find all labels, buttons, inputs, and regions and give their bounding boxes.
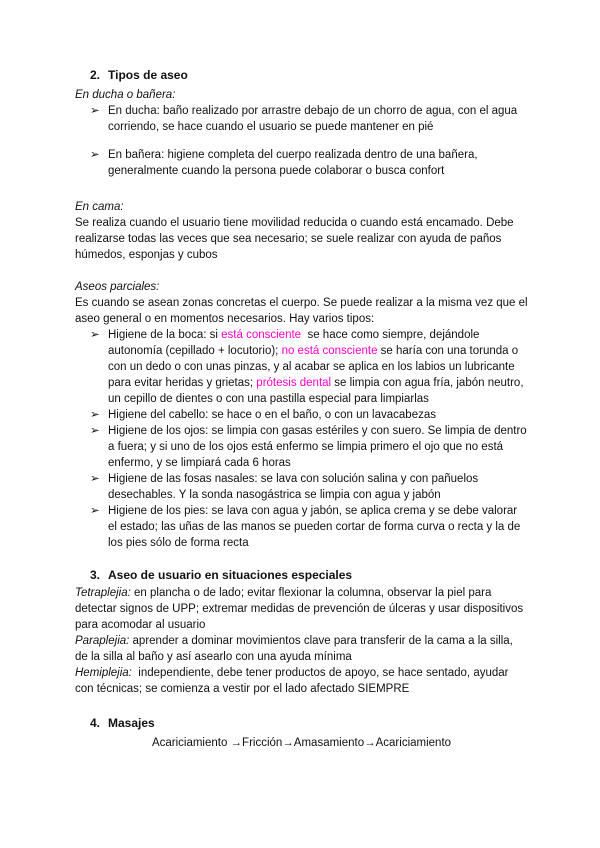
- subsection-label-aseos-parciales: [75, 279, 528, 295]
- arrow-bullet-icon: ➢: [90, 105, 100, 117]
- list-item-text: [108, 327, 528, 407]
- arrow-bullet-icon: ➢: [90, 149, 100, 161]
- list-item-text: Higiene de las fosas nasales: se lava con solución salina y con pañuelos desechables. Y la sonda nasogástrica se limpia con agua y jabón: [108, 473, 482, 501]
- arrow-bullet-icon: ➢: [90, 473, 100, 485]
- list-item-en-banera: [75, 147, 528, 179]
- heading-number: 4.: [90, 716, 101, 730]
- aseo-types-list: [75, 103, 528, 179]
- arrow-bullet-icon: ➢: [90, 505, 100, 517]
- paragraph-hemiplejia: [75, 665, 528, 697]
- text-segment: se haría con una torunda o con un dedo o con unas pinzas, y al acabar se aplica en los labios un lubricante para evitar heridas y grietas;: [108, 345, 522, 389]
- heading-title: Masajes: [108, 716, 155, 730]
- list-item-text: Higiene de los ojos: se limpia con gasas estériles y con suero. Se limpia de dentro a fuera; y si uno de los ojos está enfermo se limpia primero el ojo que no está enfermo, y se limpiará cada 6 horas: [108, 425, 530, 469]
- list-item-en-ducha: [75, 103, 528, 135]
- partial-hygiene-list: [75, 327, 528, 551]
- heading-title: Aseo de usuario en situaciones especiales: [108, 568, 353, 582]
- paragraph-paraplejia: [75, 633, 528, 665]
- subsection-aseos-parciales: [75, 279, 531, 551]
- paragraph-tetraplejia: [75, 585, 528, 633]
- section-heading-tipos-de-aseo: [75, 67, 528, 83]
- term-label: Tetraplejia:: [75, 587, 131, 599]
- highlight-no-esta-consciente: no está consciente: [281, 345, 378, 357]
- list-item-higiene-cabello: [75, 407, 528, 423]
- list-item-text: Higiene del cabello: se hace o en el baño, o con un lavacabezas: [108, 409, 436, 421]
- subsection-en-cama: [75, 199, 528, 263]
- term-label: Paraplejia:: [75, 635, 130, 647]
- list-item-text: En ducha: baño realizado por arrastre debajo de un chorro de agua, con el agua corriendo, se hace cuando el usuario se puede mantener en pié: [108, 105, 521, 133]
- list-item-higiene-boca: [75, 327, 528, 407]
- term-text: en plancha o de lado; evitar flexionar la columna, observar la piel para detectar signos de UPP; extremar medidas de prevención de úlceras y usar dispositivos para acomodar al usuario: [75, 587, 527, 631]
- list-item-text: Higiene de los pies: se lava con agua y jabón, se aplica crema y se debe valorar el estado; las uñas de las manos se pueden cortar de forma curva o recta y la de los pies sólo de forma recta: [108, 505, 524, 549]
- list-item-higiene-pies: [75, 503, 528, 551]
- term-text: independiente, debe tener productos de apoyo, se hace sentado, ayudar con técnicas; se comienza a vestir por el lado afectado SIEMPRE: [75, 667, 512, 695]
- subsection-label-text: En ducha o bañera:: [75, 89, 176, 101]
- text-segment: Higiene de la boca: si: [108, 329, 222, 341]
- section-heading-masajes: [75, 715, 528, 731]
- subsection-label-en-ducha-o-banera: [75, 87, 528, 103]
- subsection-label-text: En cama:: [75, 201, 124, 213]
- text-segment: se limpia con agua fría, jabón neutro, un cepillo de dientes o con una pastilla especial para limpiarlas: [108, 377, 527, 405]
- massage-sequence-line: Acariciamiento →Fricción→Amasamiento→Acariciamiento: [151, 737, 452, 749]
- section-heading-situaciones-especiales: [75, 567, 528, 583]
- list-item-higiene-fosas-nasales: [75, 471, 528, 503]
- subsection-label-text: Aseos parciales:: [75, 281, 160, 293]
- text-segment: se hace como siempre, dejándole autonomía (cepillado + locutorio);: [108, 329, 483, 357]
- arrow-bullet-icon: ➢: [90, 329, 100, 341]
- term-label: Hemiplejia:: [75, 667, 132, 679]
- paragraph-aseos-parciales-intro: Es cuando se asean zonas concretas el cuerpo. Se puede realizar a la misma vez que el aseo general o en momentos necesarios. Hay varios tipos:: [75, 297, 531, 325]
- subsection-label-en-cama: [75, 199, 528, 215]
- highlight-protesis-dental: prótesis dental: [256, 377, 332, 389]
- highlight-esta-consciente: está consciente: [221, 329, 302, 341]
- heading-number: 2.: [90, 68, 101, 82]
- term-text: aprender a dominar movimientos clave para transferir de la cama a la silla, de la silla al baño y así asearlo con una ayuda mínima: [75, 635, 517, 663]
- arrow-bullet-icon: ➢: [90, 409, 100, 421]
- list-item-higiene-ojos: [75, 423, 528, 471]
- list-item-text: En bañera: higiene completa del cuerpo realizada dentro de una bañera, generalmente cuando la persona puede colaborar o busca confort: [108, 149, 481, 177]
- heading-title: Tipos de aseo: [108, 68, 188, 82]
- arrow-bullet-icon: ➢: [90, 425, 100, 437]
- heading-number: 3.: [90, 568, 101, 582]
- paragraph-en-cama: Se realiza cuando el usuario tiene movilidad reducida o cuando está encamado. Debe realizarse todas las veces que sea necesario; se suele realizar con ayuda de paños húmedos, esponjas y cubos: [75, 217, 517, 261]
